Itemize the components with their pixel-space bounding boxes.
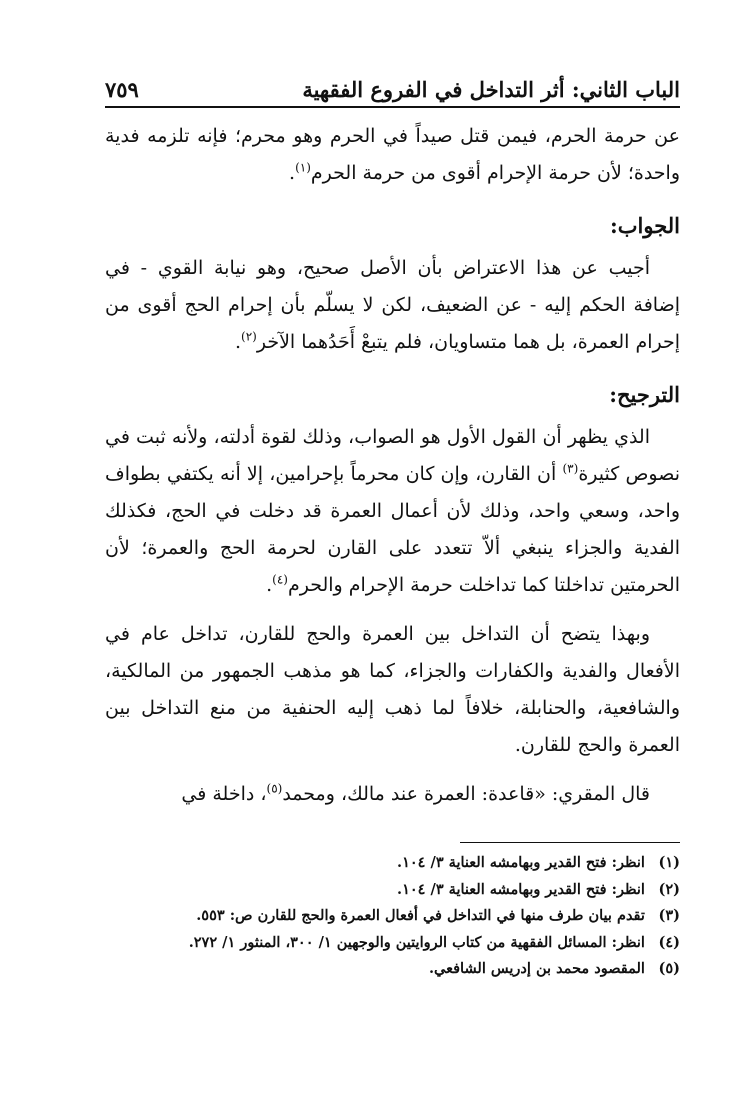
paragraph-text: أجيب عن هذا الاعتراض بأن الأصل صحيح، وهو نيابة القوي - في إضافة الحكم إليه - عن الضعيف، لكن لا يسلّم بأن إحرام الحج أقوى من إحرام العمرة، بل هما متساويان، فلم يتبعْ أَحَدُهما الآخر	[105, 257, 680, 353]
paragraph-text: الذي يظهر أن القول الأول هو الصواب، وذلك لقوة أدلته، ولأنه ثبت في نصوص كثيرة	[105, 426, 680, 485]
paragraph-text: عن حرمة الحرم، فيمن قتل صيداً في الحرم وهو محرم؛ فإنه تلزمه فدية واحدة؛ لأن حرمة الإحرام أقوى من حرمة الحرم	[105, 125, 680, 184]
footnote-item	[105, 930, 680, 957]
footnote-number: (٤)	[658, 933, 680, 951]
footnote-number: (٢)	[658, 880, 680, 898]
paragraph-end: .	[234, 331, 242, 353]
footnote-separator	[460, 842, 680, 843]
page-header	[105, 66, 680, 108]
footnote-text: تقدم بيان طرف منها في التداخل في أفعال العمرة والحج للقارن ص: ٥٥٣.	[196, 907, 645, 924]
paragraph-4: وبهذا يتضح أن التداخل بين العمرة والحج للقارن، تداخل عام في الأفعال والفدية والكفارات والجزاء، كما هو مذهب الجمهور من المالكية، والشافعية، والحنابلة، خلافاً لما ذهب إليه الحنفية من منع التداخل بين العمرة والحج للقارن.	[105, 623, 680, 756]
paragraph-end: .	[266, 574, 273, 596]
footnotes-list	[105, 850, 680, 983]
paragraph-5	[105, 776, 680, 813]
footnote-ref: (٤)	[272, 572, 288, 587]
footnote-ref: (٢)	[241, 329, 257, 344]
footnote-text: انظر: المسائل الفقهية من كتاب الروايتين والوجهين ١/ ٣٠٠، المنثور ١/ ٢٧٢.	[188, 933, 645, 951]
paragraph-text: قال المقري: «قاعدة: العمرة عند مالك، ومحمد	[282, 783, 650, 805]
footnote-item	[105, 903, 680, 930]
footnote-text: انظر: فتح القدير وبهامشه العناية ٣/ ١٠٤.	[397, 854, 645, 871]
footnote-text: انظر: فتح القدير وبهامشه العناية ٣/ ١٠٤.	[397, 880, 645, 898]
running-title: الباب الثاني: أثر التداخل في الفروع الفقهية	[302, 77, 680, 102]
page-number: ٧٥٩	[105, 77, 139, 102]
main-text	[105, 118, 680, 813]
paragraph-text: أن القارن، وإن كان محرماً بإحرامين، إلا أنه يكتفي بطواف واحد، وسعي واحد، وذلك لأن أعمال العمرة قد دخلت في الحج، فكذلك الفدية والجزاء ينبغي ألاّ تتعدد على القارن لحرمة الحج والعمرة؛ لأن الحرمتين تداخلتا كما تداخلت حرمة الإحرام والحرم	[105, 463, 680, 596]
paragraph-end: .	[289, 162, 296, 184]
footnote-ref: (٣)	[562, 461, 579, 476]
footnote-item	[105, 956, 680, 983]
paragraph-gap	[105, 764, 680, 776]
paragraph-2	[105, 250, 680, 361]
paragraph-3	[105, 419, 680, 604]
footnote-number: (٣)	[658, 907, 680, 924]
footnote-number: (١)	[658, 854, 680, 871]
section-heading-answer: الجواب:	[610, 213, 680, 238]
paragraph-gap	[105, 604, 680, 616]
section-heading-tarjih: الترجيح:	[609, 382, 680, 407]
footnote-text: المقصود محمد بن إدريس الشافعي.	[428, 960, 645, 977]
footnote-item	[105, 850, 680, 877]
footnote-ref: (٥)	[266, 781, 283, 796]
footnote-number: (٥)	[658, 960, 680, 977]
footnote-item	[105, 877, 680, 904]
footnote-ref: (١)	[295, 160, 311, 175]
paragraph-1	[105, 118, 680, 192]
paragraph-text: ، داخلة في	[181, 783, 267, 805]
